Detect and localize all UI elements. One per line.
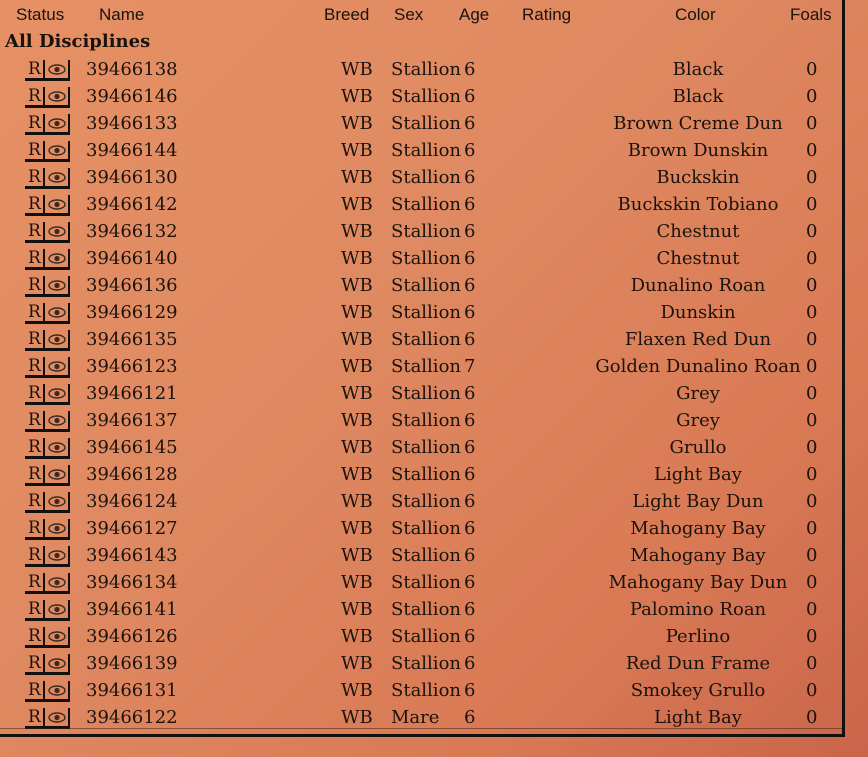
horse-name-link[interactable]: 39466131	[86, 680, 178, 701]
table-row	[0, 353, 845, 380]
breed-cell: WB	[341, 653, 373, 674]
color-cell: Smokey Grullo	[630, 680, 766, 701]
table-row	[0, 515, 845, 542]
foals-cell: 0	[806, 140, 818, 161]
age-cell: 6	[464, 491, 476, 512]
color-cell: Flaxen Red Dun	[624, 329, 772, 350]
header-color[interactable]: Color	[675, 5, 716, 24]
register-button[interactable]: R	[25, 519, 45, 540]
foals-cell: 0	[806, 113, 818, 134]
foals-cell: 0	[806, 59, 818, 80]
age-cell: 6	[464, 167, 476, 188]
age-cell: 6	[464, 194, 476, 215]
horse-name-link[interactable]: 39466146	[86, 86, 178, 107]
sex-cell: Stallion	[391, 437, 461, 458]
horse-name-link[interactable]: 39466137	[86, 410, 178, 431]
color-cell: Buckskin Tobiano	[617, 194, 779, 215]
view-horse-button[interactable]	[44, 681, 70, 702]
foals-cell: 0	[806, 545, 818, 566]
table-row	[0, 704, 845, 731]
breed-cell: WB	[341, 140, 373, 161]
sex-cell: Stallion	[391, 518, 461, 539]
sex-cell: Stallion	[391, 680, 461, 701]
color-cell: Light Bay	[654, 707, 742, 728]
breed-cell: WB	[341, 518, 373, 539]
age-cell: 6	[464, 680, 476, 701]
horse-name-link[interactable]: 39466134	[86, 572, 178, 593]
sex-cell: Stallion	[391, 653, 461, 674]
horse-name-link[interactable]: 39466140	[86, 248, 178, 269]
table-row	[0, 299, 845, 326]
color-cell: Palomino Roan	[629, 599, 767, 620]
horse-name-link[interactable]: 39466124	[86, 491, 178, 512]
sex-cell: Stallion	[391, 86, 461, 107]
horse-name-link[interactable]: 39466123	[86, 356, 178, 377]
register-button[interactable]: R	[25, 357, 45, 378]
color-cell: Grullo	[669, 437, 727, 458]
horse-name-link[interactable]: 39466133	[86, 113, 178, 134]
header-sex[interactable]: Sex	[394, 5, 424, 24]
horse-name-link[interactable]: 39466129	[86, 302, 178, 323]
table-row	[0, 488, 845, 515]
breed-cell: WB	[341, 437, 373, 458]
sex-cell: Stallion	[391, 194, 461, 215]
color-cell: Black	[672, 59, 724, 80]
sex-cell: Stallion	[391, 410, 461, 431]
view-horse-button[interactable]	[44, 600, 70, 621]
sex-cell: Stallion	[391, 464, 461, 485]
sex-cell: Stallion	[391, 275, 461, 296]
register-button[interactable]: R	[25, 411, 45, 432]
horse-name-link[interactable]: 39466142	[86, 194, 178, 215]
table-row	[0, 596, 845, 623]
foals-cell: 0	[806, 302, 818, 323]
horse-name-link[interactable]: 39466127	[86, 518, 178, 539]
register-button[interactable]: R	[25, 681, 45, 702]
register-button[interactable]: R	[25, 114, 45, 135]
breed-cell: WB	[341, 383, 373, 404]
horse-name-link[interactable]: 39466138	[86, 59, 178, 80]
age-cell: 6	[464, 437, 476, 458]
sex-cell: Stallion	[391, 302, 461, 323]
table-row	[0, 110, 845, 137]
register-button[interactable]: R	[25, 303, 45, 324]
color-cell: Buckskin	[656, 167, 740, 188]
view-horse-button[interactable]	[44, 573, 70, 594]
table-row	[0, 380, 845, 407]
age-cell: 6	[464, 302, 476, 323]
register-button[interactable]: R	[25, 573, 45, 594]
color-cell: Light Bay Dun	[632, 491, 764, 512]
horse-name-link[interactable]: 39466136	[86, 275, 178, 296]
horse-name-link[interactable]: 39466122	[86, 707, 178, 728]
color-cell: Brown Creme Dun	[613, 113, 783, 134]
view-horse-button[interactable]	[44, 168, 70, 189]
foals-cell: 0	[806, 437, 818, 458]
breed-cell: WB	[341, 626, 373, 647]
register-button[interactable]: R	[25, 330, 45, 351]
view-horse-button[interactable]	[44, 627, 70, 648]
sex-cell: Stallion	[391, 167, 461, 188]
header-age[interactable]: Age	[459, 5, 490, 24]
view-horse-button[interactable]	[44, 708, 70, 729]
color-cell: Golden Dunalino Roan	[595, 356, 801, 377]
sex-cell: Stallion	[391, 356, 461, 377]
age-cell: 6	[464, 221, 476, 242]
color-cell: Dunalino Roan	[630, 275, 766, 296]
register-button[interactable]: R	[25, 546, 45, 567]
foals-cell: 0	[806, 491, 818, 512]
register-button[interactable]: R	[25, 708, 45, 729]
breed-cell: WB	[341, 221, 373, 242]
foals-cell: 0	[806, 194, 818, 215]
color-cell: Grey	[676, 410, 720, 431]
color-cell: Chestnut	[656, 248, 740, 269]
table-row	[0, 164, 845, 191]
color-cell: Mahogany Bay Dun	[608, 572, 788, 593]
breed-cell: WB	[341, 410, 373, 431]
color-cell: Mahogany Bay	[630, 518, 766, 539]
register-button[interactable]: R	[25, 492, 45, 513]
register-button[interactable]: R	[25, 87, 45, 108]
register-button[interactable]: R	[25, 438, 45, 459]
foals-cell: 0	[806, 275, 818, 296]
view-horse-button[interactable]	[44, 357, 70, 378]
view-horse-button[interactable]	[44, 141, 70, 162]
age-cell: 6	[464, 113, 476, 134]
register-button[interactable]: R	[25, 276, 45, 297]
age-cell: 6	[464, 545, 476, 566]
table-header	[0, 0, 845, 30]
view-horse-button[interactable]	[44, 492, 70, 513]
view-horse-button[interactable]	[44, 87, 70, 108]
age-cell: 6	[464, 140, 476, 161]
breed-cell: WB	[341, 167, 373, 188]
horse-name-link[interactable]: 39466141	[86, 599, 178, 620]
table-row	[0, 245, 845, 272]
age-cell: 6	[464, 464, 476, 485]
sex-cell: Stallion	[391, 329, 461, 350]
table-row	[0, 56, 845, 83]
view-horse-button[interactable]	[44, 411, 70, 432]
horse-name-link[interactable]: 39466135	[86, 329, 178, 350]
color-cell: Brown Dunskin	[627, 140, 769, 161]
foals-cell: 0	[806, 248, 818, 269]
foals-cell: 0	[806, 653, 818, 674]
color-cell: Black	[672, 86, 724, 107]
breed-cell: WB	[341, 599, 373, 620]
table-row	[0, 461, 845, 488]
section-title: All Disciplines	[5, 31, 151, 52]
view-horse-button[interactable]	[44, 384, 70, 405]
age-cell: 6	[464, 275, 476, 296]
age-cell: 6	[464, 248, 476, 269]
age-cell: 6	[464, 383, 476, 404]
breed-cell: WB	[341, 275, 373, 296]
view-horse-button[interactable]	[44, 546, 70, 567]
breed-cell: WB	[341, 329, 373, 350]
sex-cell: Stallion	[391, 383, 461, 404]
register-button[interactable]: R	[25, 141, 45, 162]
view-horse-button[interactable]	[44, 519, 70, 540]
table-row	[0, 542, 845, 569]
table-row	[0, 326, 845, 353]
view-horse-button[interactable]	[44, 303, 70, 324]
table-row	[0, 407, 845, 434]
foals-cell: 0	[806, 329, 818, 350]
register-button[interactable]: R	[25, 654, 45, 675]
table-row	[0, 650, 845, 677]
breed-cell: WB	[341, 491, 373, 512]
register-button[interactable]: R	[25, 600, 45, 621]
age-cell: 6	[464, 572, 476, 593]
age-cell: 6	[464, 518, 476, 539]
horse-name-link[interactable]: 39466126	[86, 626, 178, 647]
table-row	[0, 677, 845, 704]
age-cell: 6	[464, 410, 476, 431]
view-horse-button[interactable]	[44, 222, 70, 243]
breed-cell: WB	[341, 356, 373, 377]
breed-cell: WB	[341, 572, 373, 593]
age-cell: 6	[464, 707, 476, 728]
header-foals[interactable]: Foals	[790, 5, 832, 24]
foals-cell: 0	[806, 383, 818, 404]
sex-cell: Stallion	[391, 572, 461, 593]
sex-cell: Stallion	[391, 221, 461, 242]
horse-name-link[interactable]: 39466143	[86, 545, 178, 566]
age-cell: 6	[464, 86, 476, 107]
breed-cell: WB	[341, 194, 373, 215]
register-button[interactable]: R	[25, 384, 45, 405]
table-row	[0, 272, 845, 299]
sex-cell: Stallion	[391, 140, 461, 161]
breed-cell: WB	[341, 545, 373, 566]
age-cell: 6	[464, 653, 476, 674]
foals-cell: 0	[806, 518, 818, 539]
header-rating[interactable]: Rating	[522, 5, 572, 24]
view-horse-button[interactable]	[44, 438, 70, 459]
horse-name-link[interactable]: 39466130	[86, 167, 178, 188]
view-horse-button[interactable]	[44, 249, 70, 270]
foals-cell: 0	[806, 356, 818, 377]
age-cell: 6	[464, 329, 476, 350]
breed-cell: WB	[341, 113, 373, 134]
table-row	[0, 569, 845, 596]
register-button[interactable]: R	[25, 249, 45, 270]
register-button[interactable]: R	[25, 168, 45, 189]
sex-cell: Stallion	[391, 626, 461, 647]
foals-cell: 0	[806, 572, 818, 593]
foals-cell: 0	[806, 707, 818, 728]
foals-cell: 0	[806, 167, 818, 188]
view-horse-button[interactable]	[44, 195, 70, 216]
breed-cell: WB	[341, 302, 373, 323]
color-cell: Perlino	[665, 626, 731, 647]
sex-cell: Mare	[391, 707, 440, 728]
foals-cell: 0	[806, 680, 818, 701]
header-breed[interactable]: Breed	[324, 5, 370, 24]
register-button[interactable]: R	[25, 222, 45, 243]
sex-cell: Stallion	[391, 113, 461, 134]
view-horse-button[interactable]	[44, 276, 70, 297]
foals-cell: 0	[806, 464, 818, 485]
foals-cell: 0	[806, 86, 818, 107]
table-row	[0, 191, 845, 218]
sex-cell: Stallion	[391, 599, 461, 620]
color-cell: Chestnut	[656, 221, 740, 242]
age-cell: 6	[464, 59, 476, 80]
age-cell: 7	[464, 356, 476, 377]
register-button[interactable]: R	[25, 195, 45, 216]
register-button[interactable]: R	[25, 627, 45, 648]
register-button[interactable]: R	[25, 60, 45, 81]
breed-cell: WB	[341, 464, 373, 485]
breed-cell: WB	[341, 248, 373, 269]
register-button[interactable]: R	[25, 465, 45, 486]
breed-cell: WB	[341, 59, 373, 80]
table-row	[0, 434, 845, 461]
breed-cell: WB	[341, 707, 373, 728]
foals-cell: 0	[806, 410, 818, 431]
horse-name-link[interactable]: 39466144	[86, 140, 178, 161]
color-cell: Light Bay	[654, 464, 742, 485]
sex-cell: Stallion	[391, 491, 461, 512]
table-row	[0, 623, 845, 650]
foals-cell: 0	[806, 221, 818, 242]
age-cell: 6	[464, 626, 476, 647]
color-cell: Red Dun Frame	[625, 653, 771, 674]
sex-cell: Stallion	[391, 545, 461, 566]
view-horse-button[interactable]	[44, 330, 70, 351]
view-horse-button[interactable]	[44, 60, 70, 81]
foals-cell: 0	[806, 626, 818, 647]
table-row	[0, 137, 845, 164]
color-cell: Dunskin	[660, 302, 736, 323]
breed-cell: WB	[341, 680, 373, 701]
view-horse-button[interactable]	[44, 465, 70, 486]
color-cell: Grey	[676, 383, 720, 404]
view-horse-button[interactable]	[44, 114, 70, 135]
sex-cell: Stallion	[391, 59, 461, 80]
header-name[interactable]: Name	[99, 5, 145, 24]
horse-name-link[interactable]: 39466145	[86, 437, 178, 458]
table-row	[0, 218, 845, 245]
color-cell: Mahogany Bay	[630, 545, 766, 566]
table-row	[0, 83, 845, 110]
breed-cell: WB	[341, 86, 373, 107]
view-horse-button[interactable]	[44, 654, 70, 675]
horse-name-link[interactable]: 39466128	[86, 464, 178, 485]
horse-name-link[interactable]: 39466121	[86, 383, 178, 404]
header-status[interactable]: Status	[16, 5, 65, 24]
age-cell: 6	[464, 599, 476, 620]
horse-name-link[interactable]: 39466132	[86, 221, 178, 242]
sex-cell: Stallion	[391, 248, 461, 269]
horse-name-link[interactable]: 39466139	[86, 653, 178, 674]
foals-cell: 0	[806, 599, 818, 620]
